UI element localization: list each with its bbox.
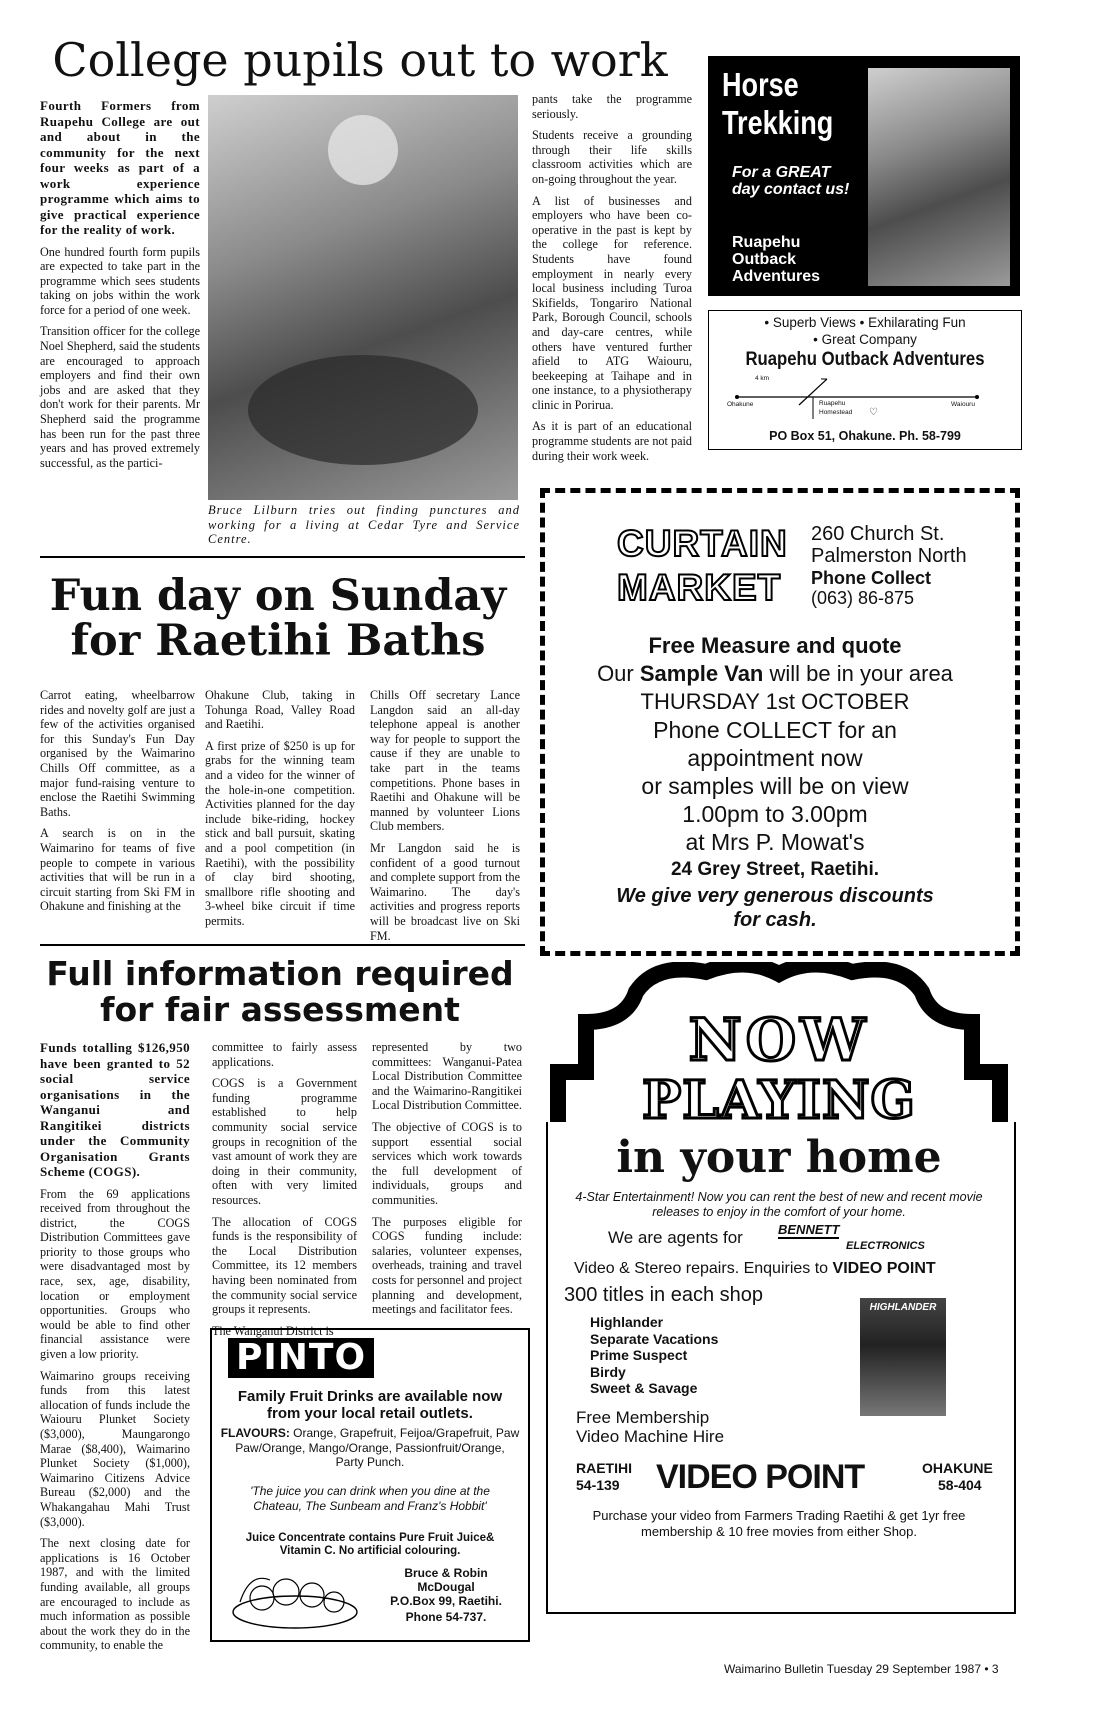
article2-paragraph: Chills Off secretary Lance Langdon said an all-day telephone appeal is another way for people to support the cause if they are unable to take part in the teams competitions. Phone bases in Raetihi and Ohakune will be manned by volunteer Lions Club members. (370, 688, 520, 834)
article2-col3 (370, 688, 520, 950)
curtain-ad-line: for cash. (733, 909, 817, 931)
article2-col1 (40, 688, 195, 921)
pinto-ingredients: Juice Concentrate contains Pure Fruit Juice& Vitamin C. No artificial colouring. (245, 1532, 495, 1557)
bennett-logo: BENNETT (778, 1222, 840, 1237)
article3-paragraph: represented by two committees: Wanganui-Patea Local Distribution Committee and the Waimarino-Rangitikei Local Distribution Committee. (372, 1040, 522, 1113)
curtain-ad-line: at Mrs P. Mowat's (685, 829, 865, 855)
poster-title: HIGHLANDER (869, 1302, 937, 1313)
curtain-ad-text: Our (597, 661, 640, 686)
purchase-offer: Purchase your video from Farmers Trading Raetihi & get 1yr free membership & 10 free movies from either Shop. (592, 1508, 966, 1539)
pinto-quote: 'The juice you can drink when you dine at the Chateau, The Sunbeam and Franz's Hobbit' (250, 1484, 490, 1513)
ohakune-phone: 58-404 (938, 1477, 982, 1493)
article1-col1 (40, 98, 200, 477)
article3-paragraph: The allocation of COGS funds is the responsibility of the Local Distribution Committee, its 12 members having been nominated from the community social service groups it represents. (212, 1214, 357, 1317)
map-ohakune: Ohakune (727, 401, 754, 408)
curtain-ad-name: CURTAIN (617, 523, 788, 564)
article1-lead: Fourth Formers from Ruapehu College are out and about in the community for the next four weeks as part of a work experience programme which aims to give practical experience for the reality of work. (40, 98, 200, 237)
now-heading: NOW (688, 1006, 870, 1074)
pinto-contact: P.O.Box 99, Raetihi. (390, 1594, 502, 1608)
tyre-service-photo (208, 95, 518, 500)
curtain-ad-line: Phone COLLECT for an (653, 717, 897, 743)
horse-rider-photo (868, 68, 1010, 286)
article3-paragraph: committee to fairly assess applications. (212, 1040, 357, 1069)
article3-paragraph: The Wanganui District is (212, 1323, 334, 1338)
horse-ad-tagline: For a GREAT day contact us! (732, 164, 850, 198)
article3-lead: Funds totalling $126,950 have been granted to 52 social service organisations in the Wanganui and Rangitikei districts under the Community Organisation Grants Scheme (COGS). (40, 1040, 190, 1179)
curtain-ad-address: Palmerston North (811, 545, 967, 567)
pinto-flavours (220, 1426, 520, 1470)
pinto-logo: PINTO (228, 1338, 374, 1378)
free-membership: Free Membership (576, 1408, 710, 1427)
pinto-contact: Phone 54-737. (405, 1610, 487, 1624)
article3-paragraph: The next closing date for applications is 16 October 1987, and with the limited funding available, all groups are encouraged to include as much information as possible about the work they do in the community, to enable the (40, 1536, 190, 1653)
article3-paragraph: Waimarino groups receiving funds from this latest allocation of funds include the Waiouru Plunket Society ($3,000), Maungarongo Marae ($8,400), Waimarino Plunket Society ($1,000), Waimarino Citizens Advice Bureau ($2,000) and the Whakangahau Mahi Trust ($3,000). (40, 1368, 190, 1529)
horse-ad-business: Ruapehu Outback Adventures (732, 234, 821, 285)
movie-title: Prime Suspect (590, 1347, 688, 1363)
photo-tyre-shape (248, 355, 478, 465)
movie-title: Sweet & Savage (590, 1380, 698, 1396)
curtain-ad-line: THURSDAY 1st OCTOBER (640, 689, 910, 714)
curtain-ad-line: We give very generous discounts (616, 885, 934, 907)
agents-text: We are agents for (608, 1228, 743, 1247)
article3-paragraph: The objective of COGS is to support essential social services which work towards the full development of individuals, groups and communities. (372, 1119, 522, 1207)
article3-col2 (212, 1040, 357, 1345)
article2-col2 (205, 688, 355, 936)
article1-col3 (532, 92, 692, 470)
article3-col1 (40, 1040, 190, 1660)
horse-ad-name: Ruapehu Outback Adventures (745, 349, 985, 370)
playing-heading: PLAYING (642, 1070, 916, 1131)
article2-paragraph: A search is on in the Waimarino for teams of five people to compete in various activities that will be run in a circuit starting from Ski FM in Ohakune and finishing at the (40, 826, 195, 914)
curtain-ad-address: 260 Church St. (811, 523, 945, 545)
in-your-home-heading: in your home (616, 1132, 942, 1183)
article3-paragraph: From the 69 applications received from throughout the district, the COGS Distribution Committees gave priority to those groups who were disadvantaged most by race, sex, age, disability, location or employment opportunities. Groups who would be able to find other financial assistance were given a low priority. (40, 1186, 190, 1362)
horse-ad-features: • Great Company (813, 332, 917, 347)
pinto-flavours-list: Orange, Grapefruit, Feijoa/Grapefruit, Paw Paw/Orange, Mango/Orange, Passionfruit/Orange, Party Punch. (235, 1426, 520, 1469)
pinto-flavours-label: FLAVOURS: (220, 1426, 290, 1440)
raetihi-phone: 54-139 (576, 1477, 620, 1493)
curtain-ad-line: appointment now (687, 745, 863, 771)
movie-title: Separate Vacations (590, 1330, 719, 1347)
article2-paragraph: Ohakune Club, taking in Tohunga Road, Valley Road and Raetihi. (205, 688, 355, 732)
video-ad-subtitle: 4-Star Entertainment! Now you can rent the best of new and recent movie releases to enjoy in the comfort of your home. (575, 1190, 983, 1219)
curtain-ad-line: Free Measure and quote (648, 633, 902, 658)
map-heart-icon: ♡ (869, 407, 878, 418)
horse-trekking-ad (708, 56, 1020, 296)
pinto-tagline: Family Fruit Drinks are available now from your local retail outlets. (237, 1388, 503, 1422)
article1-paragraph: A list of businesses and employers who have been co-operative in the past is kept by the college for reference. Students have found employment in nearly every local business including Turoa Skifields, Tongariro National Park, Borough Council, schools and day-care centres, while others have ventured further afield to ATG Waiouru, beekeeping at Taihape and in one instance, to a physiotherapy clinic in Porirua. (532, 193, 692, 412)
video-machine-hire: Video Machine Hire (576, 1427, 725, 1446)
map-km-label: 4 km (755, 375, 770, 382)
pinto-ad (210, 1328, 530, 1642)
section-divider (40, 556, 525, 558)
page-footer: Waimarino Bulletin Tuesday 29 September 1987 • 3 (724, 1662, 999, 1676)
horse-ad-title: Horse Trekking (722, 66, 834, 141)
video-point-logo: VIDEO POINT (656, 1458, 865, 1496)
headline-college-pupils: College pupils out to work (52, 33, 668, 87)
article2-paragraph: A first prize of $250 is up for grabs for the winning team and a video for the winner of the hole-in-one competition. Activities planned for the day include bike-riding, hockey stick and ball pursuit, skating and a pool competition (in Raetihi), with the possibility of clay bird shooting, smallbore rifle shooting and 3-wheel bike circuit if time permits. (205, 738, 355, 928)
article1-paragraph: One hundred fourth form pupils are expected to take part in the programme which sees students taking on jobs within the work force for a period of one week. (40, 244, 200, 317)
headline-fun-day: Fun day on Sunday for Raetihi Baths (49, 571, 507, 667)
article3-col3 (372, 1040, 522, 1324)
curtain-ad-sample-van-line (545, 661, 1005, 687)
photo-caption: Bruce Lilburn tries out finding punctures and working for a living at Cedar Tyre and Service Centre. (208, 503, 520, 547)
raetihi-label: RAETIHI (576, 1460, 632, 1476)
article3-paragraph: The purposes eligible for COGS funding include: salaries, volunteer expenses, overheads, training and travel costs for personnel and project planning and development, meetings and facilitator fees. (372, 1214, 522, 1317)
electronics-logo: ELECTRONICS (846, 1240, 925, 1252)
curtain-ad-text: will be in your area (763, 661, 953, 686)
curtain-ad-phone: (063) 86-875 (811, 588, 915, 608)
article2-paragraph: Carrot eating, wheelbarrow rides and novelty golf are just a few of the activities organised for this Sunday's Fun Day organised by the Waimarino Chills Off committee, as a major fund-raising venture to enclose the Raetihi Swimming Baths. (40, 688, 195, 819)
article1-paragraph: As it is part of an educational programme students are not paid during their work week. (532, 419, 692, 463)
curtain-ad-line: or samples will be on view (641, 773, 909, 799)
section-divider (40, 944, 525, 946)
highlander-poster (860, 1298, 946, 1416)
titles-line: 300 titles in each shop (564, 1284, 764, 1306)
repairs-text-bold: VIDEO POINT (832, 1260, 936, 1277)
movie-list (590, 1314, 790, 1397)
horse-ad-features: • Superb Views • Exhilarating Fun (764, 315, 966, 330)
pinto-contact: McDougal (417, 1580, 475, 1594)
horse-ad-address: PO Box 51, Ohakune. Ph. 58-799 (769, 429, 961, 443)
ohakune-label: OHAKUNE (922, 1460, 993, 1476)
curtain-ad-text-bold: Sample Van (639, 661, 764, 686)
photo-figure-head (328, 115, 398, 185)
repairs-text: Video & Stereo repairs. Enquiries to (574, 1260, 833, 1277)
repairs-line (574, 1260, 1014, 1278)
movie-title: Birdy (590, 1363, 626, 1380)
curtain-ad-line: 24 Grey Street, Raetihi. (670, 859, 880, 880)
curtain-ad-phone-label: Phone Collect (811, 568, 932, 588)
video-point-ad (546, 962, 1012, 1612)
article1-paragraph: pants take the programme seriously. (532, 92, 692, 121)
article1-paragraph: Transition officer for the college Noel Shepherd, said the students are encouraged to approach employers and find their own jobs and are asked that they don't work for their parents. Mr Shepherd said the programme has been run for the past three years and has proved extremely successful, as the partici- (40, 324, 200, 470)
curtain-market-ad (540, 488, 1020, 956)
article2-paragraph: Mr Langdon said he is confident of a good turnout and complete support from the Waimarino. The day's activities and progress reports will be broadcast live on Ski FM. (370, 840, 520, 943)
curtain-ad-name: MARKET (617, 567, 782, 608)
pinto-contact: Bruce & Robin (404, 1566, 488, 1580)
movie-title: Highlander (590, 1314, 664, 1330)
fruit-basket-icon (220, 1562, 370, 1634)
map-homestead: Ruapehu Homestead (819, 400, 853, 416)
map-waiouru: Waiouru (951, 401, 975, 408)
curtain-ad-line: 1.00pm to 3.00pm (682, 801, 868, 827)
horse-ad-info-box (708, 310, 1022, 450)
article1-paragraph: Students receive a grounding through their life skills classroom activities which are on-going throughout the year. (532, 128, 692, 186)
article3-paragraph: COGS is a Government funding programme established to help community social service groups in recognition of the vast amount of work they are doing in their community, often with very limited resources. (212, 1076, 357, 1207)
headline-full-information: Full information required for fair assessment (46, 954, 514, 1029)
